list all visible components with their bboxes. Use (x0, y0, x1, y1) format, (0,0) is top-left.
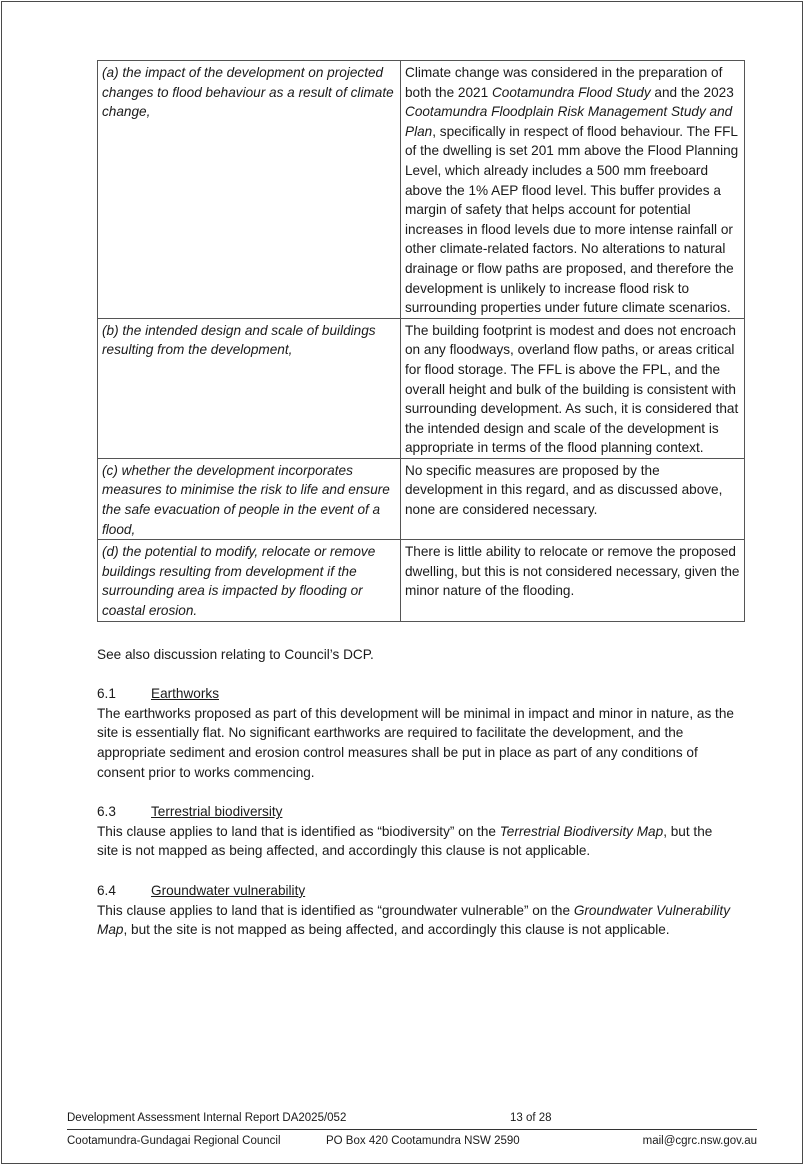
text-run: , but the site is not mapped as being affected, and accordingly this clause is not applicable. (123, 922, 670, 938)
section-number: 6.3 (97, 804, 116, 820)
see-also-note: See also discussion relating to Council’s DCP. (97, 646, 374, 662)
section-body (97, 822, 737, 861)
text-run: There is little ability to relocate or remove the proposed dwelling, but this is not considered necessary, given the minor nature of the flooding. (405, 544, 740, 599)
section-title: Groundwater vulnerability (151, 882, 306, 898)
text-run: The earthworks proposed as part of this development will be minimal in impact and minor in nature, as the site is essentially flat. No significant earthworks are required to facilitate the development, and the appropriate sediment and erosion control measures shall be put in place as part of any conditions of consent prior to works commencing. (97, 705, 734, 780)
response-cell (401, 318, 745, 458)
section-earthworks (97, 684, 737, 782)
text-run: , but the site is not mapped as being affected, and accordingly this clause is not applicable. (97, 823, 713, 859)
text-run: and the 2023 (650, 84, 734, 100)
table-row (98, 61, 745, 319)
criterion-cell: (b) the intended design and scale of buildings resulting from the development, (98, 318, 401, 458)
page-content (97, 60, 740, 940)
table-row (98, 540, 745, 621)
criterion-cell: (d) the potential to modify, relocate or remove buildings resulting from development if the surrounding area is impacted by flooding or coastal erosion. (98, 540, 401, 621)
section-terrestrial-biodiversity (97, 802, 737, 861)
response-cell (401, 61, 745, 319)
italic-title-text: Terrestrial Biodiversity Map (499, 823, 664, 839)
italic-title-text: Groundwater Vulnerability Map (97, 902, 730, 938)
criterion-cell: (a) the impact of the development on projected changes to flood behaviour as a result of climate change, (98, 61, 401, 319)
section-title: Terrestrial biodiversity (151, 804, 283, 820)
assessment-table (97, 60, 745, 622)
section-heading (97, 802, 737, 822)
text-run: No specific measures are proposed by the development in this regard, and as discussed above, none are considered necessary. (405, 462, 723, 518)
text-run: The building footprint is modest and does not encroach on any floodways, overland flow paths, or areas critical for flood storage. The FFL is above the FPL, and the overall height and bulk of the building is consistent with surrounding development. As such, it is considered that the intended design and scale of the development is appropriate in terms of the flood planning context. (405, 322, 739, 456)
report-reference: Development Assessment Internal Report DA2025/052 (67, 1112, 347, 1124)
section-body (97, 901, 737, 940)
section-heading (97, 684, 737, 704)
section-number: 6.1 (97, 686, 116, 702)
criterion-cell: (c) whether the development incorporates measures to minimise the risk to life and ensure the safe evacuation of people in the event of a flood, (98, 458, 401, 539)
section-number: 6.4 (97, 882, 116, 898)
section-groundwater-vulnerability (97, 881, 737, 940)
italic-title-text: Cootamundra Flood Study (491, 84, 651, 100)
section-body (97, 704, 737, 782)
response-cell (401, 540, 745, 621)
table-row (98, 458, 745, 539)
text-run: Climate change was considered in the preparation of both the 2021 (405, 65, 723, 100)
text-run: , specifically in respect of flood behaviour. The FFL of the dwelling is set 201 mm above the Flood Planning Level, which already includes a 500 mm freeboard above the 1% AEP flood level. This buffer provides a margin of safety that helps account for potential increases in flood levels due to more intense rainfall or other climate-related factors. No alterations to natural drainage or flow paths are proposed, and therefore the development is unlikely to increase flood risk to surrounding properties under future climate scenarios. (405, 123, 739, 316)
council-address: PO Box 420 Cootamundra NSW 2590 (326, 1135, 520, 1147)
response-cell (401, 458, 745, 539)
council-name: Cootamundra-Gundagai Regional Council (67, 1135, 281, 1147)
section-heading (97, 881, 737, 901)
page-number: 13 of 28 (510, 1112, 552, 1124)
table-row (98, 318, 745, 458)
text-run: This clause applies to land that is identified as “groundwater vulnerable” on the (97, 902, 574, 918)
italic-title-text: Cootamundra Floodplain Risk Management Study and Plan (405, 104, 733, 139)
council-email: mail@cgrc.nsw.gov.au (642, 1135, 757, 1147)
footer-divider (67, 1129, 757, 1130)
section-title: Earthworks (151, 686, 219, 702)
text-run: This clause applies to land that is identified as “biodiversity” on the (97, 823, 500, 839)
